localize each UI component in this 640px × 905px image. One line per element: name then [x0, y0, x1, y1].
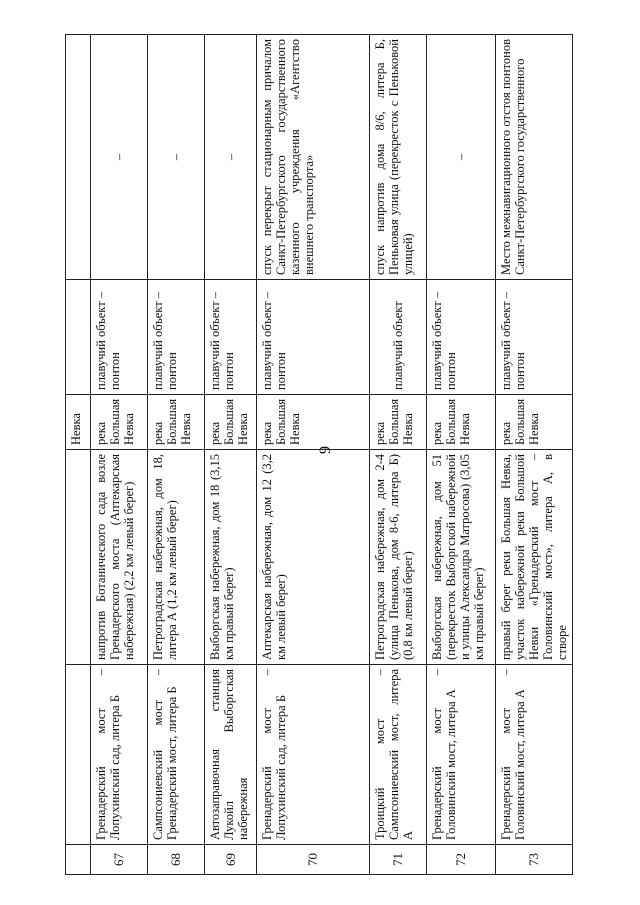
- page-number: 9: [317, 446, 334, 454]
- cell-section: Сампсониевский мост – Гренадерский мост, литера Б: [148, 665, 205, 845]
- table-row: [370, 35, 427, 875]
- table-row: [148, 35, 205, 875]
- cell-empty: [66, 450, 91, 665]
- table-row-continuation: [66, 35, 91, 875]
- cell-object: плавучий объект – понтон: [148, 280, 205, 395]
- cell-river: река Большая Невка: [91, 395, 148, 450]
- cell-river: река Большая Невка: [148, 395, 205, 450]
- cell-river: река Большая Невка: [370, 395, 427, 450]
- cell-object: плавучий объект – понтон: [91, 280, 148, 395]
- cell-note: спуск перекрыт стационарным причалом Санкт-Петербургского государственного казенного учреждения «Агентство внешнего транспорта»: [257, 35, 370, 280]
- cell-empty: [66, 845, 91, 875]
- cell-row-number: 71: [370, 845, 427, 875]
- cell-location: Выборгская набережная, дом 51 (перекресток Выборгской набережной и улицы Александра Матросова) (3,05 км правый берег): [427, 450, 496, 665]
- cell-section: Гренадерский мост – Головинский мост, литера А: [496, 665, 573, 845]
- cell-section: Автозаправочная станция Лукойл Выборгская набережная: [205, 665, 257, 845]
- cell-location: Петроградская набережная, дом 18, литера А (1,2 км левый берег): [148, 450, 205, 665]
- rotated-page: [65, 35, 569, 875]
- cell-object: плавучий объект – понтон: [257, 280, 370, 395]
- cell-note: Место межнавигационного отстоя понтонов Санкт-Петербургского государственного: [496, 35, 573, 280]
- cell-river: река Большая Невка: [205, 395, 257, 450]
- cell-note: –: [148, 35, 205, 280]
- cell-section: Гренадерский мост – Головинский мост, литера А: [427, 665, 496, 845]
- cell-row-number: 68: [148, 845, 205, 875]
- cell-location: Выборгская набережная, дом 18 (3,15 км правый берег): [205, 450, 257, 665]
- cell-object: плавучий объект – понтон: [427, 280, 496, 395]
- cell-river: река Большая Невка: [496, 395, 573, 450]
- cell-object: плавучий объект: [370, 280, 427, 395]
- cell-object: плавучий объект – понтон: [205, 280, 257, 395]
- cell-note: –: [91, 35, 148, 280]
- table-row: [427, 35, 496, 875]
- cell-note: –: [205, 35, 257, 280]
- cell-note: спуск напротив дома 8/6, литера Б, Пеньковая улица (перекресток с Пеньковой улицей): [370, 35, 427, 280]
- cell-row-number: 67: [91, 845, 148, 875]
- cell-river: река Большая Невка: [427, 395, 496, 450]
- cell-section: Троицкий мост – Сампсониевский мост, литера А: [370, 665, 427, 845]
- cell-empty: [66, 665, 91, 845]
- table-row: [257, 35, 370, 875]
- cell-river: река Большая Невка: [257, 395, 370, 450]
- table-row: [205, 35, 257, 875]
- cell-river: Невка: [66, 395, 91, 450]
- cell-row-number: 70: [257, 845, 370, 875]
- cell-location: Аптекарская набережная, дом 12 (3,2 км левый берег): [257, 450, 370, 665]
- table-row: [496, 35, 573, 875]
- cell-location: напротив Ботанического сада возле Гренадерского моста (Аптекарская набережная) (2,2 км левый берег): [91, 450, 148, 665]
- cell-row-number: 73: [496, 845, 573, 875]
- cell-section: Гренадерский мост – Лопухинский сад, литера Б: [257, 665, 370, 845]
- cell-empty: [66, 280, 91, 395]
- cell-row-number: 72: [427, 845, 496, 875]
- cell-note: –: [427, 35, 496, 280]
- cell-empty: [66, 35, 91, 280]
- cell-section: Гренадерский мост – Лопухинский сад, литера Б: [91, 665, 148, 845]
- table-row: [91, 35, 148, 875]
- cell-row-number: 69: [205, 845, 257, 875]
- river-objects-table: [65, 34, 573, 875]
- cell-location: правый берег реки Большая Невка, участок набережной реки Большой Невки «Гренадерский мост – Головинский мост», литера А, в створе: [496, 450, 573, 665]
- cell-location: Петроградская набережная, дом 2-4 (улица Пенькова, дом 8-6, литера Б) (0,8 км левый берег): [370, 450, 427, 665]
- cell-object: плавучий объект – понтон: [496, 280, 573, 395]
